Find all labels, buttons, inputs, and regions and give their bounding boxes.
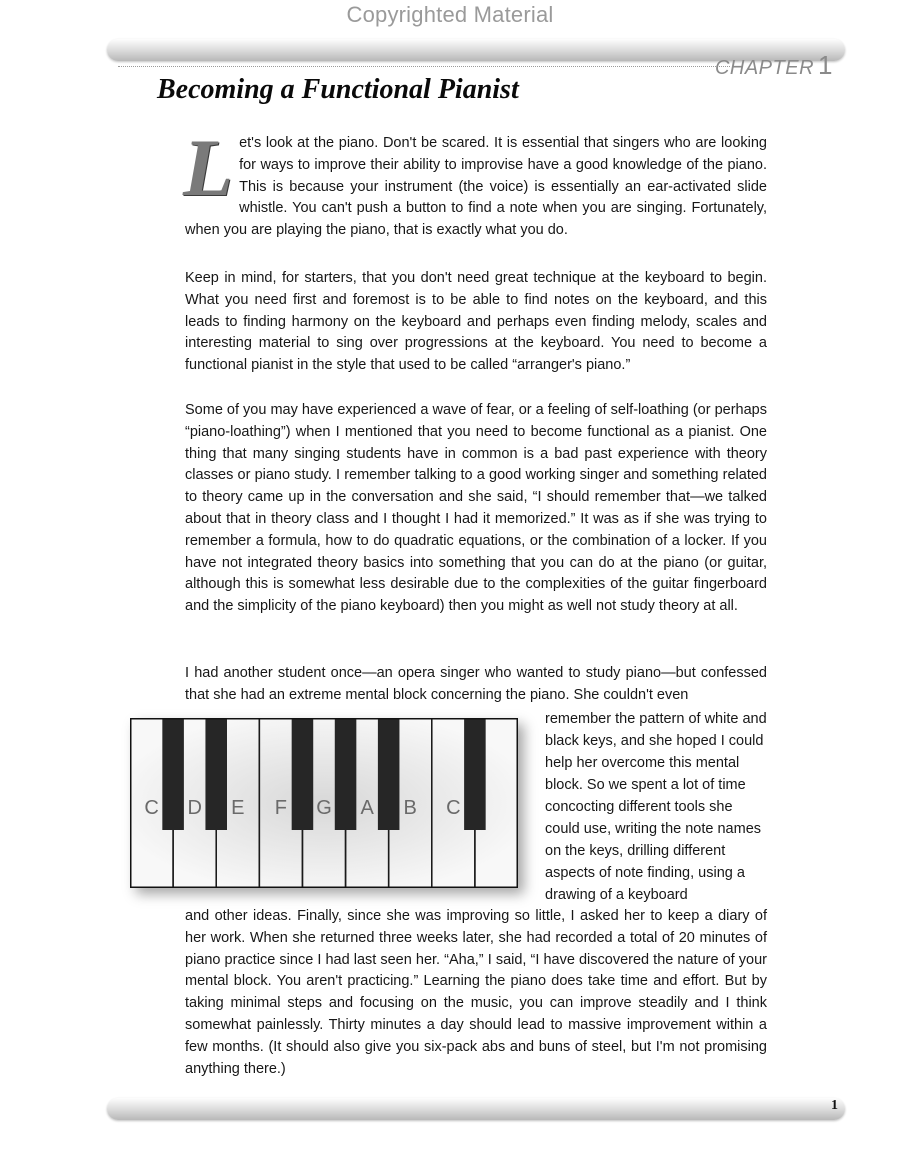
paragraph-4-wrap: remember the pattern of white and black keys, and she hoped I could help her overcome this mental block. So we spent a lot of time concocting different tools she could use, writing the note names on the keys, drilling different aspects of note finding, using a drawing of a keyboard xyxy=(545,711,767,903)
black-key xyxy=(464,718,486,830)
paragraph-1-text: et's look at the piano. Don't be scared. It is essential that singers who are looking for ways to improve their ability to improvise have a good knowledge of the piano. This is because your instrument (the voice) is essentially an ear-activated slide whistle. You can't push a button to find a note when you are singing. Fortunately, when you are playing the piano, that is exactly what you do. xyxy=(185,135,767,239)
white-key-label: C xyxy=(446,797,461,819)
keyboard-illustration xyxy=(130,718,518,888)
chapter-number: 1 xyxy=(818,50,833,80)
paragraph-1 xyxy=(183,122,767,242)
black-key xyxy=(378,718,400,830)
black-key xyxy=(205,718,227,830)
paragraph-4-tail: and other ideas. Finally, since she was improving so little, I asked her to keep a diary of her work. When she returned three weeks later, she had recorded a total of 20 minutes of piano practice since I had last seen her. “Aha,” I said, “I have discovered the nature of your mental block. You aren't practicing.” Learning the piano does take time and effort. But by taking minimal steps and focusing on the music, you can improve steadily and I think somewhat painlessly. Thirty minutes a day should lead to massive improvement within a few months. (It should also give you six-pack abs and buns of steel, but I'm not promising anything there.) xyxy=(185,908,767,1077)
chapter-label xyxy=(715,50,833,81)
black-key xyxy=(292,718,314,830)
page-title: Becoming a Functional Pianist xyxy=(157,74,519,105)
keyboard-svg xyxy=(130,718,518,888)
drop-cap: L xyxy=(183,122,234,213)
paragraph-2: Keep in mind, for starters, that you don't need great technique at the keyboard to begin. What you need first and foremost is to be able to find notes on the keyboard, and this leads to finding harmony on the keyboard and perhaps even finding melody, scales and interesting material to sing over progressions at the keyboard. You need to become a functional pianist in the style that used to be called “arranger's piano.” xyxy=(185,270,767,374)
white-key-label: A xyxy=(360,797,374,819)
footer-bar xyxy=(107,1098,845,1120)
chapter-word: CHAPTER xyxy=(714,57,815,79)
paragraph-3: Some of you may have experienced a wave of fear, or a feeling of self-loathing (or perhaps “piano-loathing”) when I mentioned that you need to become functional as a pianist. One thing that many singing students have in common is a bad past experience with theory classes or piano study. I remember talking to a good working singer and something related to theory came up in the conversation and she said, “I should remember that—we talked about that in theory class and I thought I had it memorized.” It was as if she was trying to remember a formula, how to do quadratic equations, or the combination of a locker. If you have not integrated theory basics into something that you can do at the piano (or guitar, although this is somewhat less desirable due to the complexities of the guitar fingerboard and the simplicity of the piano keyboard) then you might as well not study theory at all. xyxy=(185,402,767,615)
black-key xyxy=(162,718,184,830)
white-key-label: B xyxy=(403,797,417,819)
black-key xyxy=(335,718,357,830)
white-key-label: G xyxy=(316,797,332,819)
white-key-label: E xyxy=(231,797,245,819)
paragraph-4-lead: I had another student once—an opera singer who wanted to study piano—but confessed that she had an extreme mental block concerning the piano. She couldn't even xyxy=(185,665,767,703)
header-rule xyxy=(118,66,730,67)
white-key-label: C xyxy=(144,797,159,819)
white-key-label: F xyxy=(274,797,287,819)
copyright-watermark: Copyrighted Material xyxy=(346,2,554,27)
page-number: 1 xyxy=(831,1098,838,1113)
white-key-label: D xyxy=(187,797,202,819)
